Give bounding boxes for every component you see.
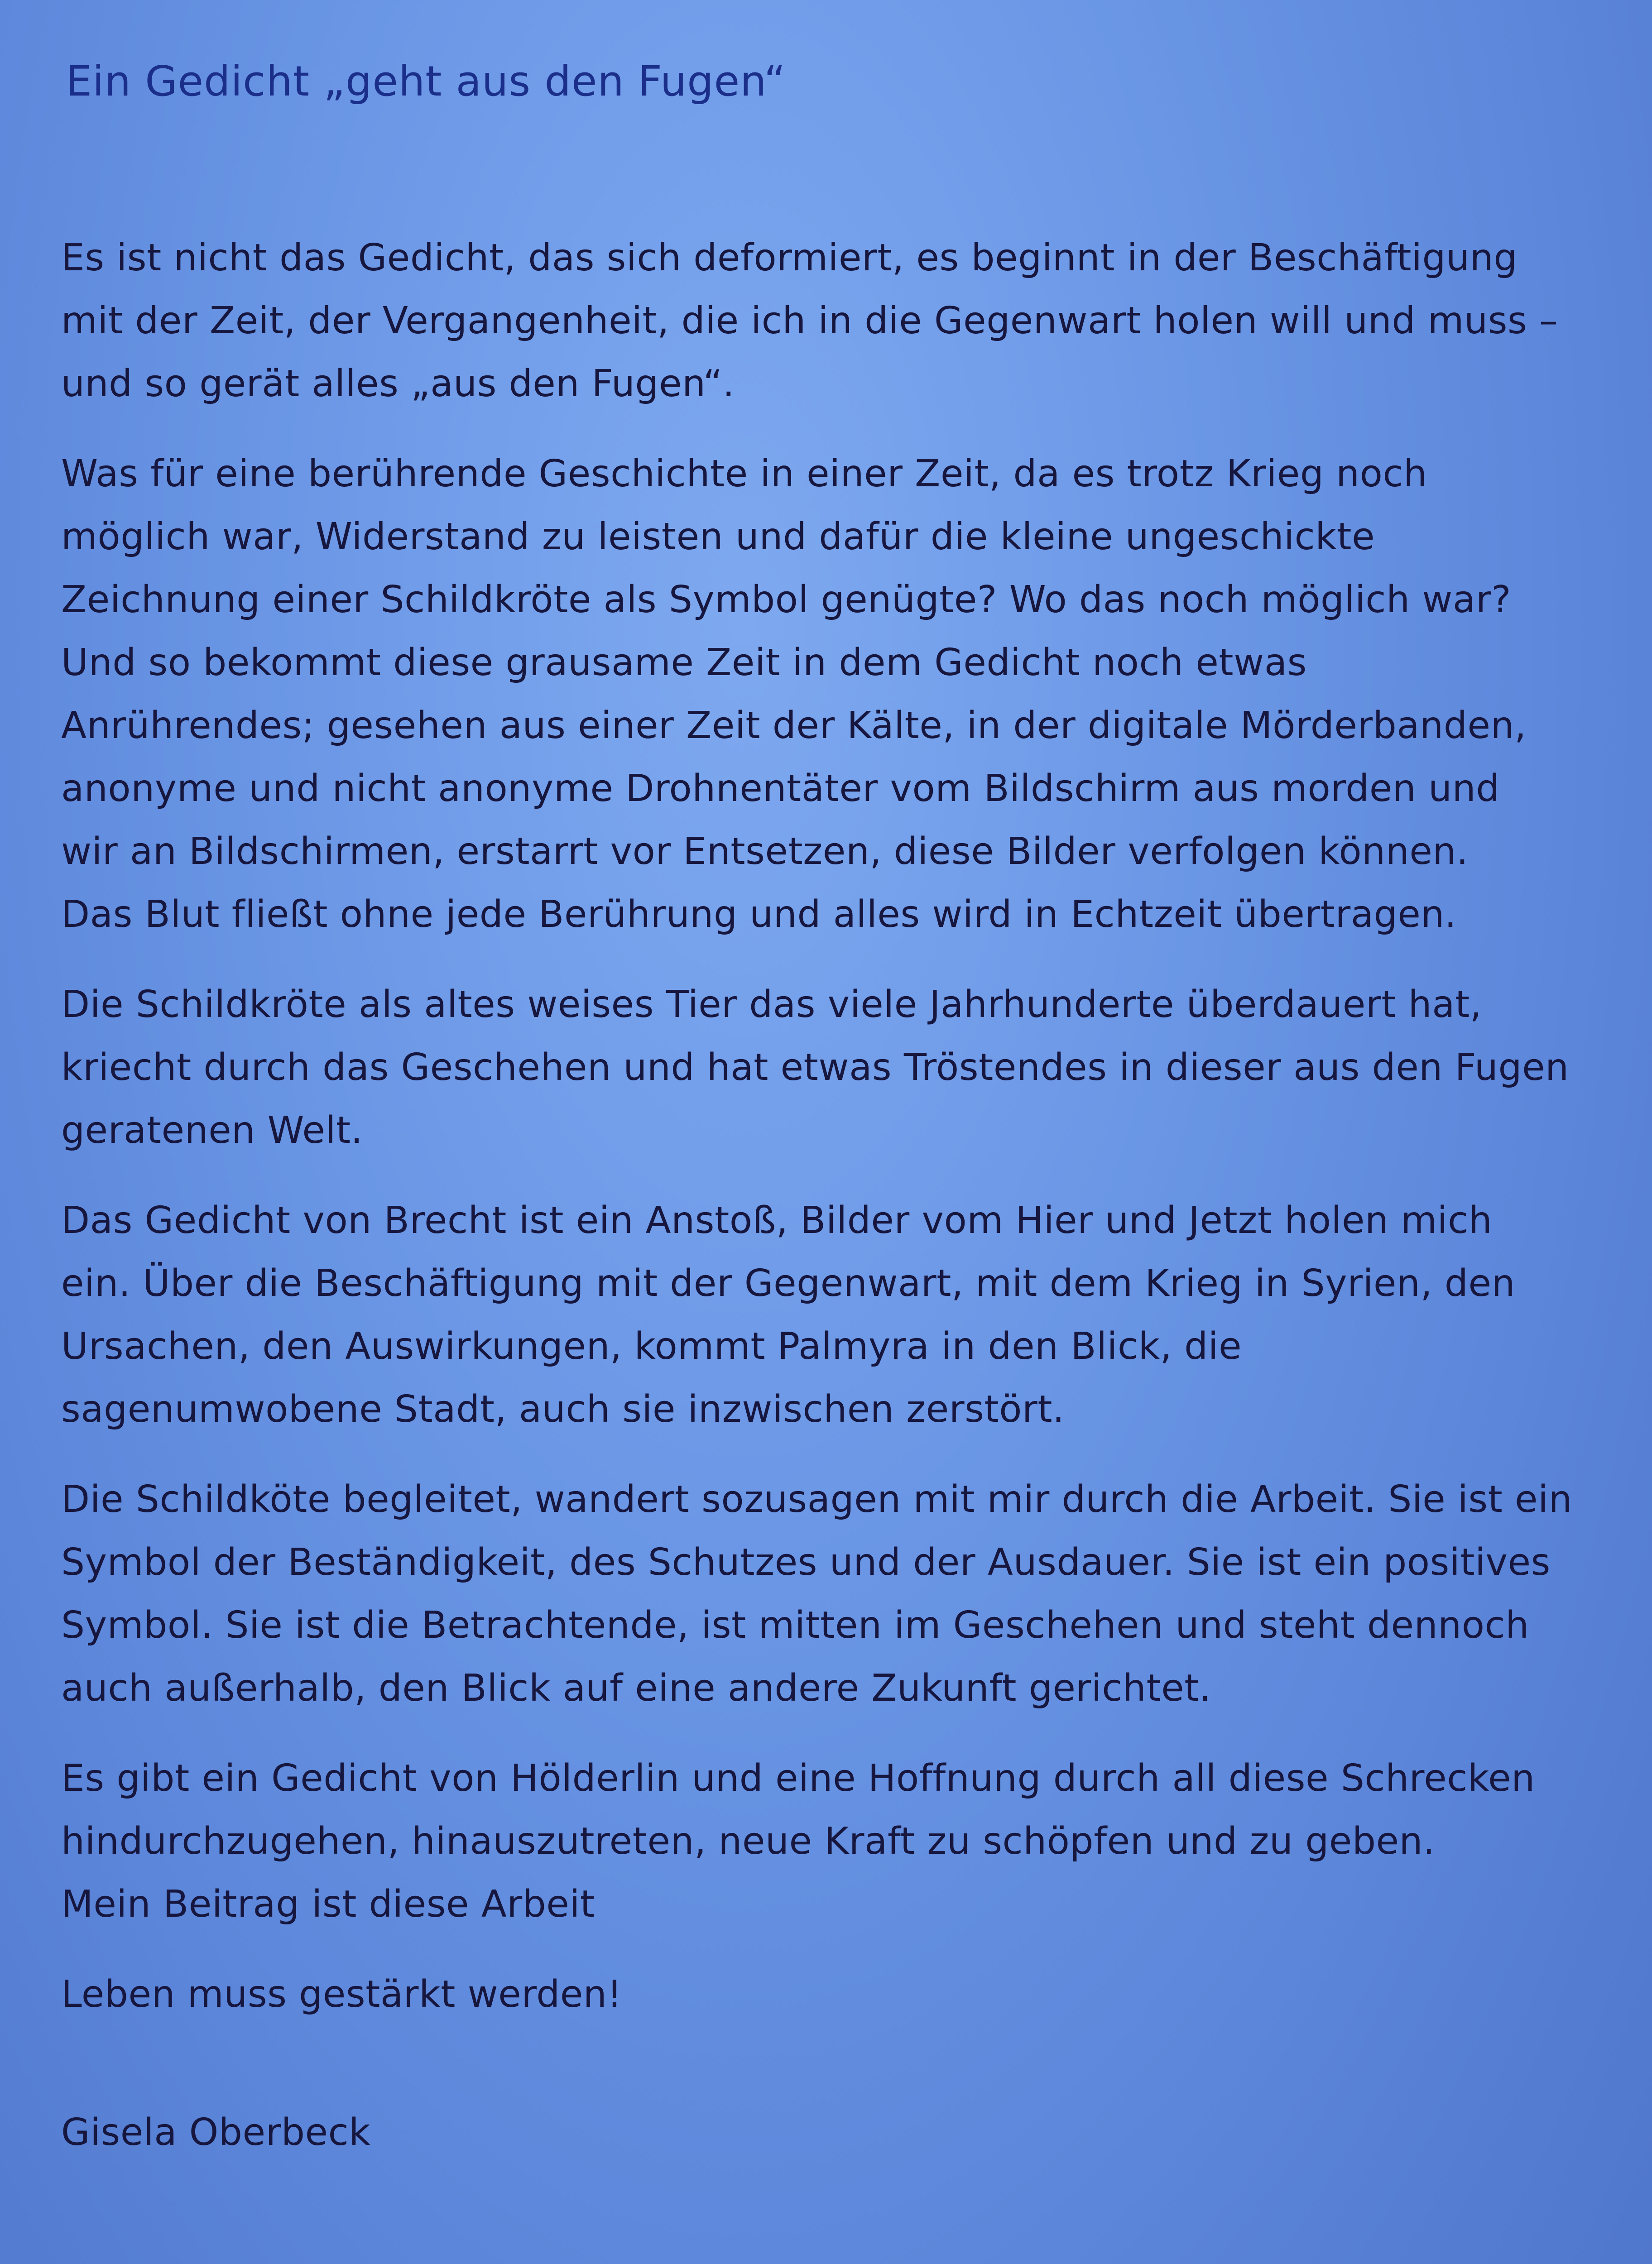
closing-line: Leben muss gestärkt werden! [61, 1973, 622, 2016]
paragraph-6 [61, 1747, 1601, 1936]
text-line: anonyme und nicht anonyme Drohnentäter vom Bildschirm aus morden und [61, 767, 1500, 810]
text-line: Zeichnung einer Schildkröte als Symbol genügte? Wo das noch möglich war? [61, 578, 1512, 621]
text-line: wir an Bildschirmen, erstarrt vor Entsetzen, diese Bilder verfolgen können. [61, 830, 1469, 873]
text-line: Es ist nicht das Gedicht, das sich deformiert, es beginnt in der Beschäftigung [61, 236, 1518, 279]
text-line: Das Blut fließt ohne jede Berührung und alles wird in Echtzeit übertragen. [61, 893, 1457, 936]
text-line: Symbol. Sie ist die Betrachtende, ist mitten im Geschehen und steht dennoch [61, 1604, 1529, 1647]
text-line: Es gibt ein Gedicht von Hölderlin und eine Hoffnung durch all diese Schrecken [61, 1757, 1535, 1800]
text-line: kriecht durch das Geschehen und hat etwas Tröstendes in dieser aus den Fugen [61, 1046, 1569, 1089]
text-line: und so gerät alles „aus den Fugen“. [61, 362, 735, 405]
paragraph-1 [61, 226, 1601, 415]
text-line: Mein Beitrag ist diese Arbeit [61, 1883, 595, 1926]
text-line: ein. Über die Beschäftigung mit der Gegenwart, mit dem Krieg in Syrien, den [61, 1262, 1516, 1305]
text-line: Die Schildköte begleitet, wandert sozusagen mit mir durch die Arbeit. Sie ist ein [61, 1478, 1573, 1521]
text-line: Das Gedicht von Brecht ist ein Anstoß, Bilder vom Hier und Jetzt holen mich [61, 1199, 1493, 1242]
text-line: auch außerhalb, den Blick auf eine andere Zukunft gerichtet. [61, 1667, 1211, 1710]
document-title: Ein Gedicht „geht aus den Fugen“ [66, 57, 786, 106]
paragraph-4 [61, 1189, 1601, 1441]
text-line: Die Schildkröte als altes weises Tier das viele Jahrhunderte überdauert hat, [61, 983, 1482, 1026]
author-signature: Gisela Oberbeck [61, 2111, 371, 2154]
text-line: Symbol der Beständigkeit, des Schutzes und der Ausdauer. Sie ist ein positives [61, 1541, 1551, 1584]
text-line: hindurchzugehen, hinauszutreten, neue Kraft zu schöpfen und zu geben. [61, 1820, 1435, 1863]
text-line: sagenumwobene Stadt, auch sie inzwischen zerstört. [61, 1388, 1065, 1431]
text-line: möglich war, Widerstand zu leisten und dafür die kleine ungeschickte [61, 515, 1375, 558]
paragraph-5 [61, 1468, 1601, 1720]
text-line: Und so bekommt diese grausame Zeit in dem Gedicht noch etwas [61, 641, 1307, 684]
document-body [61, 226, 1601, 2053]
paragraph-3 [61, 973, 1601, 1162]
paragraph-2 [61, 442, 1601, 946]
text-line: geratenen Welt. [61, 1109, 363, 1152]
text-line: Was für eine berührende Geschichte in einer Zeit, da es trotz Krieg noch [61, 452, 1427, 495]
text-line: Anrührendes; gesehen aus einer Zeit der Kälte, in der digitale Mörderbanden, [61, 704, 1527, 747]
text-line: mit der Zeit, der Vergangenheit, die ich in die Gegenwart holen will und muss – [61, 299, 1558, 342]
text-line: Ursachen, den Auswirkungen, kommt Palmyra in den Blick, die [61, 1325, 1242, 1368]
